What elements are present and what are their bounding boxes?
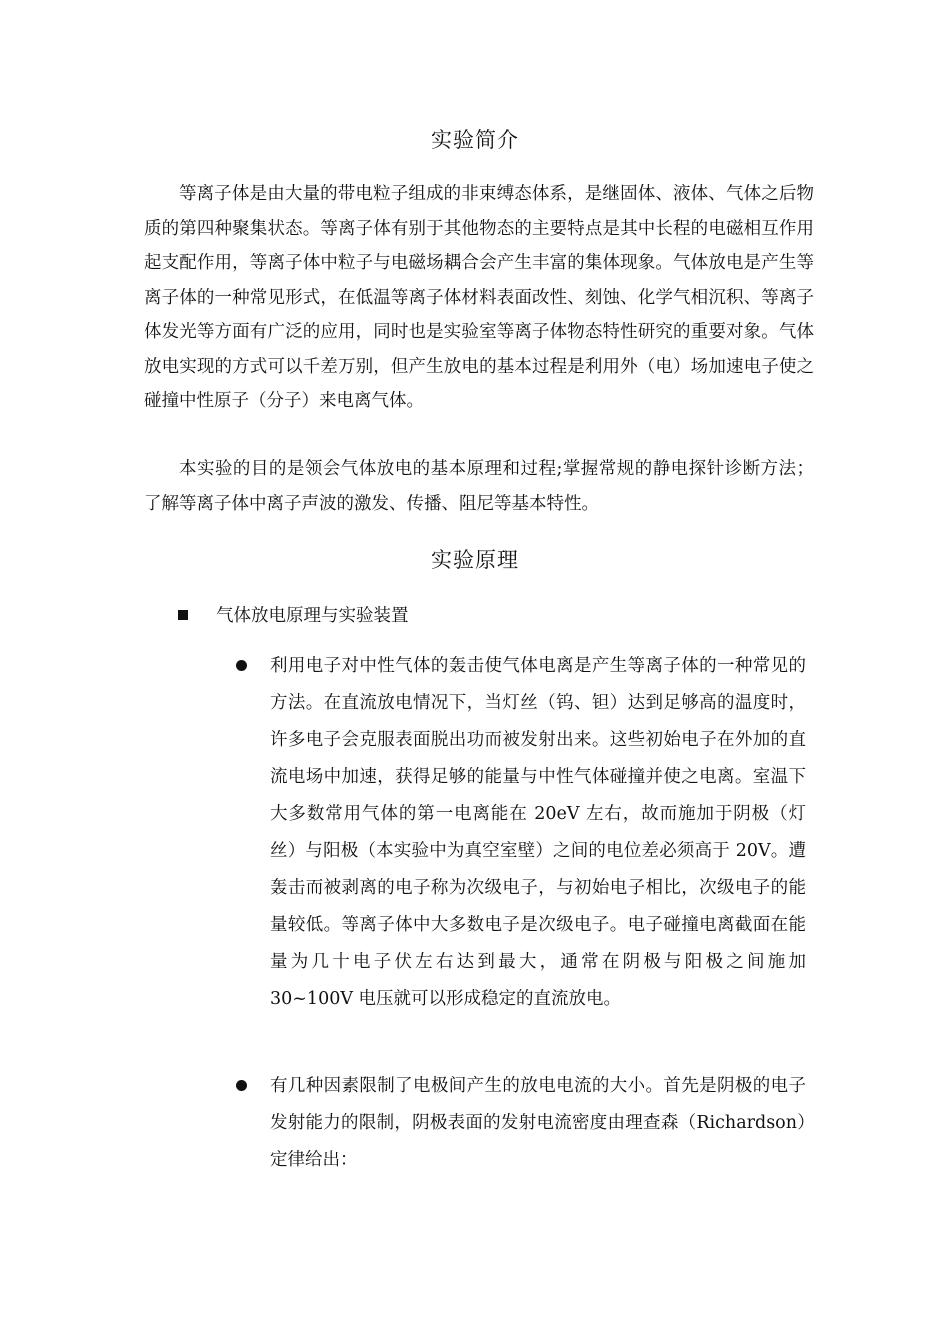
section-title-principle: 实验原理 bbox=[431, 548, 519, 572]
list-item-text: 有几种因素限制了电极间产生的放电电流的大小。首先是阴极的电子发射能力的限制，阴极表面的发射电流密度由理查森（Richardson）定律给出： bbox=[270, 1076, 806, 1170]
subsection-heading bbox=[178, 600, 409, 632]
round-bullet-icon bbox=[236, 660, 247, 671]
introduction-paragraph-1: 等离子体是由大量的带电粒子组成的非束缚态体系，是继固体、液体、气体之后物质的第四种聚集状态。等离子体有别于其他物态的主要特点是其中长程的电磁相互作用起支配作用，等离子体中粒子与电磁场耦合会产生丰富的集体现象。气体放电是产生等离子体的一种常见形式，在低温等离子体材料表面改性、刻蚀、化学气相沉积、等离子体发光等方面有广泛的应用，同时也是实验室等离子体物态特性研究的重要对象。气体放电实现的方式可以千差万别，但产生放电的基本过程是利用外（电）场加速电子使之碰撞中性原子（分子）来电离气体。 bbox=[144, 184, 814, 411]
introduction-paragraph-2: 本实验的目的是领会气体放电的基本原理和过程;掌握常规的静电探针诊断方法；了解等离子体中离子声波的激发、传播、阻尼等基本特性。 bbox=[144, 459, 814, 514]
subsection-title: 气体放电原理与实验装置 bbox=[216, 606, 409, 626]
square-bullet-icon bbox=[178, 610, 188, 620]
section-title-introduction: 实验简介 bbox=[431, 128, 519, 152]
round-bullet-icon bbox=[236, 1080, 247, 1091]
list-item-text: 利用电子对中性气体的轰击使气体电离是产生等离子体的一种常见的方法。在直流放电情况下，当灯丝（钨、钽）达到足够高的温度时，许多电子会克服表面脱出功而被发射出来。这些初始电子在外加的直流电场中加速，获得足够的能量与中性气体碰撞并使之电离。室温下大多数常用气体的第一电离能在 20eV 左右，故而施加于阴极（灯丝）与阳极（本实验中为真空室壁）之间的电位差必须高于 20V。遭轰击而被剥离的电子称为次级电子，与初始电子相比，次级电子的能量较低。等离子体中大多数电子是次级电子。电子碰撞电离截面在能量为几十电子伏左右达到最大，通常在阴极与阳极之间施加30~100V 电压就可以形成稳定的直流放电。 bbox=[270, 656, 806, 1009]
